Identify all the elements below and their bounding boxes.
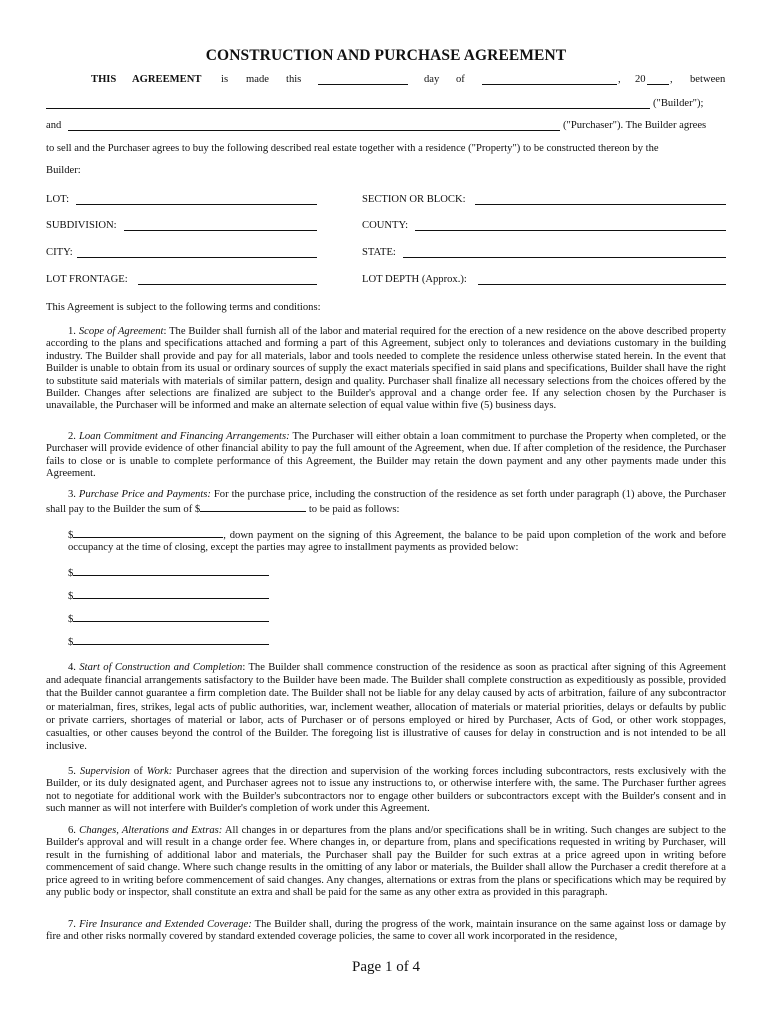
section-2-title: Loan Commitment and Financing Arrangements: [78,431,290,442]
state-input[interactable] [403,247,726,258]
date-month-field[interactable] [482,74,617,85]
installment-1-dollar: $ [68,568,74,579]
lot-depth-field-row [362,274,467,286]
lot-depth-input[interactable] [478,274,726,285]
section-6-title: Changes, Alterations and Extras: [79,825,223,836]
lot-label: LOT: [46,194,70,205]
date-day-field[interactable] [318,74,408,85]
intro-this2: this [286,74,302,85]
county-label: COUNTY: [362,220,409,231]
document-title: CONSTRUCTION AND PURCHASE AGREEMENT [205,47,567,64]
section-label: SECTION OR BLOCK: [362,194,466,205]
intro-line-5: Builder: [46,165,81,176]
section-3-number: 3. [68,489,76,500]
section-1-text: : The Builder shall furnish all of the labor and material required for the erection of a new residence on the above described property according to the plans and specifications attached and forming a part of this Agreement, subject only to tolerances and deviations customary in the building industry. The Builder shall provide and pay for all materials, labor and tools needed to complete the residence unless otherwise stated herein. In the event that Builder is unable to obtain from its usual or ordinary sources of supply the exact materials specified in said plans and specifications, Builder shall have the right to substitute said materials with materials of similar pattern, design and quality. Purchaser shall finalize all necessary selections from the choices offered by the Builder. Changes after selections are finalized are subject to the Builder's approval and a change order fee. If any selection chosen by the Purchaser is unavailable, the Purchaser will be informed and make an alternate selection of equal value within five (5) business days. [46,326,726,412]
section-6-text: All changes in or departures from the plans and/or specifications shall be in writing. Such changes are subject to the Builder's approval and will result in a change order fee. Where changes in, or departure from, plans and specifications requested in writing by Purchaser, will result in the furnishing of additional labor and materials, the Purchaser shall pay the Builder for such extras at a price agreed upon in writing before commencement of said change. Where such change results in the omitting of any labor or materials, the Builder shall allow the Purchaser a credit therefore at a price agreed to in writing before commencement of said changes. Any changes, alternations or extras from the plans or specifications which may be required by any public body or inspector, shall constitute an extra and shall be paid for the same as any other extra as provided in this paragraph. [46,825,727,899]
lot-input[interactable] [76,194,317,205]
section-5-title-b: Work: [146,766,173,777]
purchaser-label: ("Purchaser"). The Builder agrees [563,120,707,131]
section-3-text-a: For the purchase price, including the construction of the residence as set forth under paragraph (1) above, the Purchaser shall pay to the Builder the sum of $ [46,489,726,516]
state-label: STATE: [362,247,396,258]
installment-1 [68,565,269,580]
section-3-text-b: to be paid as follows: [306,504,400,516]
section-1-title: Scope of Agreement [78,326,164,337]
lot-depth-label: LOT DEPTH (Approx.): [362,274,467,285]
section-5-title-a: Supervision [79,766,130,777]
intro-this: THIS [91,74,117,85]
installment-2 [68,588,269,603]
intro-year-prefix: 20 [635,74,646,85]
county-field-row [362,220,408,232]
section-1-scope [46,326,726,413]
installment-2-dollar: $ [68,591,74,602]
intro-agreement: AGREEMENT [132,74,202,85]
intro-and: and [46,120,62,131]
subdivision-input[interactable] [124,220,317,231]
lot-frontage-field-row [46,274,128,286]
city-label: CITY: [46,247,73,258]
city-field-row [46,247,73,259]
date-year-field[interactable] [647,74,669,85]
purchase-price-input[interactable] [200,501,306,512]
installment-3-dollar: $ [68,614,74,625]
installment-2-input[interactable] [73,588,269,599]
section-7-text: The Builder shall, during the progress of the work, maintain insurance on the same against loss or damage by fire and other risks normally covered by standard extended coverage policies, the same to cover all work incorporated in the residence, [46,919,726,943]
state-field-row [362,247,396,259]
intro-is: is [221,74,229,85]
section-3-price [46,489,726,517]
installment-3 [68,611,269,626]
section-5-supervision [46,766,726,816]
section-2-text: The Purchaser will either obtain a loan commitment to purchase the Property when completed, or the Purchaser will provide evidence of other financial ability to pay the full amount of the Agreement, when due. If after completion of the residence, the Purchaser fails to close or is unable to complete performance of this Agreement, the Builder may retain the down payment and any other payments made under this Agreement. [46,431,726,480]
section-field-row [362,194,466,206]
section-6-changes [46,825,726,899]
section-2-loan [46,431,726,481]
installment-4-dollar: $ [68,637,74,648]
section-5-number: 5. [68,766,76,777]
section-7-number: 7. [68,919,76,930]
subdivision-label: SUBDIVISION: [46,220,117,231]
section-4-number: 4. [68,662,76,673]
down-payment-dollar: $ [68,530,74,541]
section-7-insurance [46,919,726,944]
installment-4 [68,634,269,649]
intro-of: of [456,74,465,85]
down-payment-text: , down payment on the signing of this Agreement, the balance to be paid upon completion of the work and before occupancy at the time of closing, except the parties may agree to installment payments as provided below: [68,530,726,554]
section-5-title-of: of [129,766,147,777]
subdivision-field-row [46,220,117,232]
section-1-number: 1. [68,326,76,337]
intro-between: between [690,74,726,85]
lot-field-row [46,194,69,206]
city-input[interactable] [77,247,317,258]
intro-day: day [424,74,440,85]
purchaser-name-field[interactable] [68,120,560,131]
section-4-title: Start of Construction and Completion [79,662,243,673]
lot-frontage-input[interactable] [138,274,317,285]
page-number: Page 1 of 4 [352,959,420,975]
builder-label: ("Builder"); [653,98,704,109]
lot-frontage-label: LOT FRONTAGE: [46,274,128,285]
intro-made: made [246,74,269,85]
section-input[interactable] [475,194,726,205]
section-7-title: Fire Insurance and Extended Coverage: [79,919,252,930]
down-payment-clause [68,527,726,555]
installment-3-input[interactable] [73,611,269,622]
builder-name-field[interactable] [46,98,650,109]
section-2-number: 2. [68,431,76,442]
down-payment-input[interactable] [73,527,223,538]
county-input[interactable] [415,220,726,231]
terms-intro: This Agreement is subject to the following terms and conditions: [46,302,321,313]
section-4-start [46,661,726,753]
installment-4-input[interactable] [73,634,269,645]
section-4-text: : The Builder shall commence construction of the residence as soon as practical after signing of this Agreement and adequate financial arrangements satisfactory to the Builder have been made. The Builder shall complete construction as expeditiously as possible, provided that the Builder cannot guarantee a firm completion date. The Builder shall not be liable for any delay caused by acts of arbitration, failure of any subcontractor or materialman, fires, strikes, legal acts of public authorities, war, inclement weather, allocation of materials or material priorities, delays or defaults by public or private carriers, shortages of material or labor, acts of Purchaser or of persons employed or hired by Purchaser, Acts of God, or other work stoppages, casualties, or other causes beyond the control of the Builder. The foregoing list is illustrative of causes for delay in construction and is not intended to be all inclusive. [46,662,727,753]
installment-1-input[interactable] [73,565,269,576]
section-3-title: Purchase Price and Payments: [78,489,211,500]
section-5-text: Purchaser agrees that the direction and supervision of the working forces including subcontractors, rests exclusively with the Builder, or its duly designated agent, and Purchaser agrees not to issue any instructions to, or otherwise interfere with, the same. The Purchaser further agrees not to negotiate for additional work with the Builder's subcontractors nor to engage other builders or subcontractors except with the Builder's consent and in such manner as will not interfere with Builder's completion of work under this Agreement. [46,766,726,815]
section-6-number: 6. [68,825,76,836]
intro-line-4: to sell and the Purchaser agrees to buy the following described real estate together with a residence ("Property") to be constructed thereon by the [46,143,659,154]
